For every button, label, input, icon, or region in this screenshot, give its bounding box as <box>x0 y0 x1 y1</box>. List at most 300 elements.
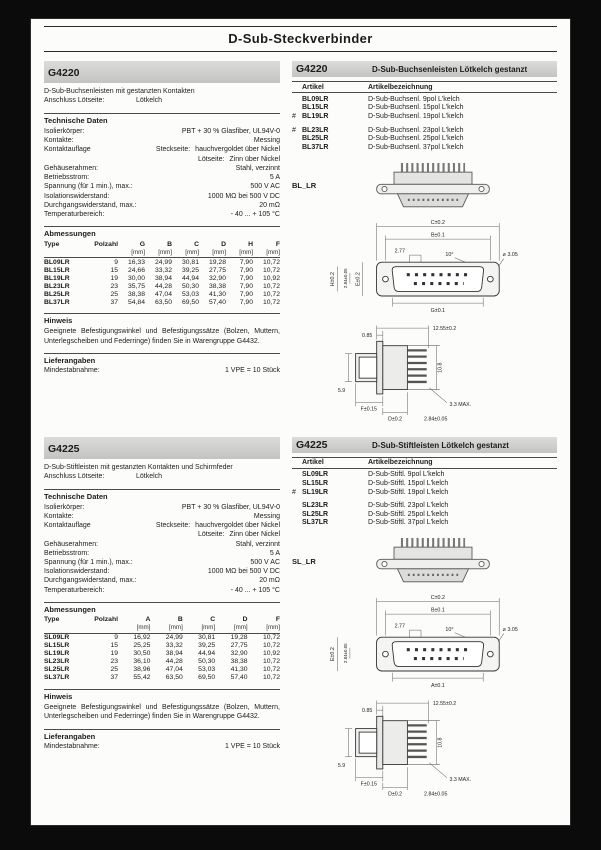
dims-unit: [mm] <box>136 624 151 632</box>
dims-unit: [mm] <box>185 248 199 256</box>
article-name: D-Sub-Buchsenl. 25pol L'kelch <box>368 135 464 143</box>
article-col2: Artikelbezeichnung <box>368 459 433 467</box>
tech-row <box>44 182 280 191</box>
article-name: D-Sub-Stiftl. 15pol L'kelch <box>368 480 449 488</box>
liefer-value: 1 VPE = 10 Stück <box>224 742 280 750</box>
tech-value: Stahl, verzinnt <box>235 164 280 172</box>
page-header <box>44 26 557 52</box>
g4225-liefer-row <box>44 743 280 750</box>
dim-label-284: 2.84±0.05 <box>424 791 448 798</box>
g4225-desc-line: D-Sub-Stiftleisten mit gestanzten Kontakten und Schirmfeder <box>44 463 233 471</box>
tech-row <box>44 155 280 164</box>
article-code: BL09LR <box>302 95 329 103</box>
dims-val: 55,42 <box>133 674 151 682</box>
g4220-liefer-heading: Lieferangaben <box>44 353 280 365</box>
tech-value: 5 A <box>269 174 280 182</box>
article-name: D-Sub-Stiftl. 37pol L'kelch <box>368 519 449 527</box>
g4220-hinweis-text: Geeignete Befestigungswinkel und Befestigungssätze (Bolzen, Muttern, Unterlegscheiben und Federringe) finden Sie in Warengruppe G4432. <box>44 328 280 345</box>
tech-row <box>44 512 280 521</box>
g4225-drawings <box>292 535 557 798</box>
dim-label-284: 2.84±0.05 <box>342 267 348 288</box>
dim-label-33max: 3.3 MAX. <box>449 777 472 784</box>
g4225-drawing-series-label: SL_LR <box>292 556 316 566</box>
article-mark-col <box>292 84 302 91</box>
dim-label-f: F±0.15 <box>360 782 377 789</box>
tech-label: Durchgangswiderstand, max.: <box>44 201 137 209</box>
dims-val: 10,92 <box>262 274 280 282</box>
tech-label: Isolationswiderstand: <box>44 568 110 576</box>
dim-label-284: 2.84±0.05 <box>424 416 448 423</box>
dims-unit <box>86 631 118 632</box>
dims-val: 30,50 <box>133 650 151 658</box>
dims-col-header: A <box>145 616 151 624</box>
dims-polzahl: 25 <box>110 666 118 674</box>
dims-unit <box>86 255 118 256</box>
g4220-title-bar <box>44 61 280 83</box>
g4220-right-title-bar <box>292 61 557 77</box>
dims-units-row <box>44 248 280 258</box>
article-name: D-Sub-Buchsenl. 19pol L'kelch <box>368 112 464 120</box>
dim-label-dia: ⌀ 3.05 <box>502 251 518 258</box>
dims-polzahl: 23 <box>110 658 118 666</box>
dims-val: 30,81 <box>198 634 216 642</box>
g4220-left-column <box>44 61 280 423</box>
front-dimension-drawing <box>325 216 525 318</box>
dim-label-h: H±0.2 <box>329 271 336 286</box>
dim-label-59: 5.9 <box>337 763 346 770</box>
tech-label: Kontakte: <box>44 512 74 520</box>
g4220-liefer-row <box>44 367 280 374</box>
g4220-desc-value: Lötkelch <box>136 97 163 105</box>
dims-val: 47,04 <box>154 290 172 298</box>
tech-value: Zinn über Nickel <box>229 155 280 163</box>
dims-val: 10,72 <box>262 290 280 298</box>
dims-val: 7,90 <box>239 266 253 274</box>
dims-val: 16,92 <box>133 634 151 642</box>
dims-type: SL25LR <box>44 666 70 674</box>
tech-row <box>44 210 280 219</box>
article-row <box>292 501 557 510</box>
dims-val: 10,72 <box>262 642 280 650</box>
article-row <box>292 95 557 104</box>
side-dimension-drawing <box>317 322 532 423</box>
tech-value: Messing <box>253 512 280 520</box>
dims-val: 7,90 <box>239 282 253 290</box>
dims-val: 41,30 <box>230 666 248 674</box>
dims-val: 27,75 <box>230 642 248 650</box>
dims-val: 32,90 <box>208 274 226 282</box>
dims-unit: [mm] <box>233 624 248 632</box>
tech-row <box>44 558 280 567</box>
liefer-label: Mindestabnahme: <box>44 742 100 750</box>
dims-val: 30,00 <box>127 274 145 282</box>
tech-value: PBT + 30 % Glasfiber, UL94V-0 <box>181 127 280 135</box>
article-code: BL19LR <box>302 112 329 120</box>
dims-val: 10,92 <box>262 650 280 658</box>
dims-col-header: D <box>221 240 226 248</box>
g4220-right-title: D-Sub-Buchsenleisten Lötkelch gestanzt <box>372 65 528 74</box>
g4220-drawings <box>292 160 557 423</box>
g4225-right-column <box>292 437 557 799</box>
g4220-dims-heading: Abmessungen <box>44 226 280 238</box>
dims-val: 33,32 <box>165 642 183 650</box>
dims-val: 7,90 <box>239 274 253 282</box>
dims-row <box>44 674 280 682</box>
tech-value: 20 mΩ <box>259 201 280 209</box>
dims-val: 38,96 <box>133 666 151 674</box>
tech-label: Gehäuserahmen: <box>44 164 99 172</box>
dims-row <box>44 258 280 266</box>
dims-body <box>44 258 280 306</box>
tech-value: 1000 MΩ bei 500 V DC <box>207 568 280 576</box>
dim-label-33max: 3.3 MAX. <box>449 402 472 409</box>
dims-val: 44,28 <box>154 282 172 290</box>
tech-label: Kontaktauflage <box>44 522 91 530</box>
article-name: D-Sub-Stiftl. 23pol L'kelch <box>368 502 449 510</box>
tech-row <box>44 586 280 595</box>
dims-type: BL37LR <box>44 298 70 306</box>
dims-val: 10,72 <box>262 266 280 274</box>
dims-val: 44,28 <box>165 658 183 666</box>
dims-col-header: Type <box>44 616 60 624</box>
article-code: BL23LR <box>302 126 329 134</box>
g4225-desc-label: Anschluss Lötseite: <box>44 473 105 481</box>
dims-type: BL23LR <box>44 282 70 290</box>
g4225-code: G4225 <box>48 442 80 455</box>
tech-value: hauchvergoldet über Nickel <box>195 146 280 154</box>
article-row <box>292 112 557 121</box>
tech-value: 5 A <box>269 549 280 557</box>
dim-label-dia: ⌀ 3.05 <box>502 627 518 634</box>
dims-unit: [mm] <box>131 248 145 256</box>
dims-type: SL23LR <box>44 658 70 666</box>
dims-val: 38,38 <box>127 290 145 298</box>
article-col1: Artikel <box>302 83 324 91</box>
dim-label-pitch: 2.77 <box>394 248 405 255</box>
dims-val: 7,90 <box>239 258 253 266</box>
dims-units-row <box>44 624 280 634</box>
dims-val: 10,72 <box>262 634 280 642</box>
dims-val: 16,33 <box>127 258 145 266</box>
dims-val: 38,94 <box>154 274 172 282</box>
article-mark <box>292 471 302 478</box>
dim-label-e: E±0.2 <box>329 647 336 662</box>
dims-polzahl: 37 <box>110 298 118 306</box>
dims-type: SL15LR <box>44 642 70 650</box>
tech-row <box>44 192 280 201</box>
g4225-dims-heading: Abmessungen <box>44 602 280 614</box>
g4220-tech-heading: Technische Daten <box>44 113 280 125</box>
tech-row <box>44 127 280 136</box>
dim-label-085: 0.85 <box>362 332 373 339</box>
dim-label-108: 10.8 <box>437 362 444 373</box>
article-mark <box>292 502 302 509</box>
dims-val: 7,90 <box>239 290 253 298</box>
article-col2: Artikelbezeichnung <box>368 83 433 91</box>
dims-val: 24,66 <box>127 266 145 274</box>
dim-label-e: E±0.2 <box>355 271 362 286</box>
tech-label: Temperaturbereich: <box>44 586 105 594</box>
tech-label: Spannung (für 1 min.), max.: <box>44 558 133 566</box>
liefer-label: Mindestabnahme: <box>44 367 100 375</box>
tech-sublabel: Lötseite: <box>197 155 225 163</box>
tech-row <box>44 530 280 539</box>
dims-col-header: Type <box>44 240 60 248</box>
dims-body <box>44 634 280 682</box>
tech-row <box>44 164 280 173</box>
dims-val: 39,25 <box>198 642 216 650</box>
tech-sublabel: Steckseite: <box>155 146 191 154</box>
dims-type: BL25LR <box>44 290 70 298</box>
g4220-desc-label: Anschluss Lötseite: <box>44 97 105 105</box>
dims-col-header: C <box>210 616 216 624</box>
dims-col-header: B <box>177 616 183 624</box>
dims-col-header: F <box>275 616 280 624</box>
tech-label: Kontakte: <box>44 137 74 145</box>
article-code: BL15LR <box>302 104 329 112</box>
dims-type: BL19LR <box>44 274 70 282</box>
section-g4220 <box>44 61 557 423</box>
g4220-article-table <box>292 81 557 152</box>
dims-polzahl: 23 <box>110 282 118 290</box>
article-body <box>292 95 557 152</box>
dims-unit <box>44 631 86 632</box>
tech-label: Isolierkörper: <box>44 127 85 135</box>
dims-col-header: B <box>167 240 172 248</box>
dims-polzahl: 9 <box>114 634 118 642</box>
dims-val: 19,28 <box>208 258 226 266</box>
tech-row <box>44 136 280 145</box>
dims-val: 50,30 <box>181 282 199 290</box>
dims-polzahl: 19 <box>110 274 118 282</box>
tech-label: Kontaktauflage <box>44 146 91 154</box>
g4225-description <box>44 463 280 482</box>
dim-label-59: 5.9 <box>337 387 346 394</box>
dim-label-b: B±0.1 <box>430 607 445 614</box>
article-code: SL37LR <box>302 519 329 527</box>
dims-unit: [mm] <box>266 248 280 256</box>
g4220-description <box>44 87 280 106</box>
dims-type: BL09LR <box>44 258 70 266</box>
dims-col-header: G <box>139 240 145 248</box>
dims-val: 54,84 <box>127 298 145 306</box>
dims-val: 19,28 <box>230 634 248 642</box>
tech-value: Stahl, verzinnt <box>235 540 280 548</box>
tech-label: Isolationswiderstand: <box>44 192 110 200</box>
article-mark <box>292 96 302 103</box>
article-mark <box>292 511 302 518</box>
dims-unit: [mm] <box>201 624 216 632</box>
dims-val: 24,99 <box>165 634 183 642</box>
dim-label-085: 0.85 <box>362 708 373 715</box>
dims-row <box>44 290 280 298</box>
article-code: SL19LR <box>302 488 329 496</box>
tech-value: Messing <box>253 137 280 145</box>
dims-polzahl: 9 <box>114 258 118 266</box>
dim-label-1255: 12.55±0.2 <box>432 325 457 332</box>
article-header-row <box>292 81 557 93</box>
article-code: BL37LR <box>302 143 329 151</box>
dims-unit: [mm] <box>158 248 172 256</box>
article-mark <box>292 519 302 526</box>
article-mark-col <box>292 459 302 466</box>
dims-col-header: F <box>275 240 280 248</box>
dim-label-1255: 12.55±0.2 <box>432 701 457 708</box>
tech-row <box>44 576 280 585</box>
article-name: D-Sub-Stiftl. 9pol L'kelch <box>368 471 445 479</box>
article-row <box>292 134 557 143</box>
dims-val: 44,94 <box>181 274 199 282</box>
g4220-right-column <box>292 61 557 423</box>
connector-pictorial-drawing <box>368 535 498 587</box>
article-mark: # <box>292 112 296 120</box>
tech-label: Durchgangswiderstand, max.: <box>44 577 137 585</box>
dims-row <box>44 634 280 642</box>
dims-val: 63,50 <box>154 298 172 306</box>
dims-unit: [mm] <box>266 624 280 632</box>
article-mark <box>292 135 302 142</box>
dims-col-header: C <box>194 240 199 248</box>
article-row <box>292 488 557 497</box>
tech-row <box>44 567 280 576</box>
g4225-left-column <box>44 437 280 799</box>
tech-value: PBT + 30 % Glasfiber, UL94V-0 <box>181 503 280 511</box>
tech-row <box>44 540 280 549</box>
article-body <box>292 471 557 528</box>
side-dimension-drawing <box>317 697 532 798</box>
page-title: D-Sub-Steckverbinder <box>228 31 373 46</box>
dims-val: 24,99 <box>154 258 172 266</box>
dims-val: 57,40 <box>208 298 226 306</box>
dims-col-header: Polzahl <box>94 616 118 624</box>
article-header-row <box>292 457 557 469</box>
dims-row <box>44 298 280 306</box>
dims-row <box>44 658 280 666</box>
article-mark: # <box>292 126 296 134</box>
dims-val: 27,75 <box>208 266 226 274</box>
front-dimension-drawing <box>325 591 525 693</box>
dim-label-108: 10.8 <box>437 737 444 749</box>
dims-val: 38,94 <box>165 650 183 658</box>
tech-row <box>44 173 280 182</box>
article-code: BL25LR <box>302 135 329 143</box>
dims-val: 38,38 <box>208 282 226 290</box>
article-col1: Artikel <box>302 459 324 467</box>
g4220-hinweis-heading: Hinweis <box>44 313 280 325</box>
dims-val: 10,72 <box>262 658 280 666</box>
g4220-code: G4220 <box>48 67 80 79</box>
dims-val: 35,75 <box>127 282 145 290</box>
article-row <box>292 126 557 135</box>
article-code: SL25LR <box>302 510 329 518</box>
article-name: D-Sub-Buchsenl. 15pol L'kelch <box>368 104 464 112</box>
dims-val: 63,50 <box>165 674 183 682</box>
tech-label: Temperaturbereich: <box>44 210 105 218</box>
connector-pictorial-drawing <box>368 160 498 212</box>
dims-polzahl: 15 <box>110 266 118 274</box>
tech-label: Isolierkörper: <box>44 503 85 511</box>
g4225-tech-heading: Technische Daten <box>44 489 280 501</box>
section-g4225 <box>44 437 557 799</box>
dim-label-pitch: 2.77 <box>394 623 405 630</box>
tech-value: 500 V AC <box>250 183 280 191</box>
dim-label-angle: 10° <box>444 251 453 258</box>
dims-unit: [mm] <box>212 248 226 256</box>
dims-val: 38,38 <box>230 658 248 666</box>
article-code: SL15LR <box>302 480 329 488</box>
dims-val: 41,30 <box>208 290 226 298</box>
tech-value: hauchvergoldet über Nickel <box>195 522 280 530</box>
tech-value: 20 mΩ <box>259 577 280 585</box>
g4225-dimensions-table <box>44 616 280 682</box>
article-mark <box>292 144 302 151</box>
g4220-dimensions-table <box>44 240 280 306</box>
article-name: D-Sub-Stiftl. 19pol L'kelch <box>368 488 449 496</box>
g4225-right-title: D-Sub-Stiftleisten Lötkelch gestanzt <box>372 440 509 450</box>
article-name: D-Sub-Buchsenl. 37pol L'kelch <box>368 143 464 151</box>
dims-val: 44,94 <box>198 650 216 658</box>
article-row <box>292 143 557 152</box>
dim-label-a: A±0.1 <box>430 683 445 690</box>
dims-col-header: Polzahl <box>94 240 118 248</box>
tech-row <box>44 549 280 558</box>
g4225-hinweis-heading: Hinweis <box>44 689 280 701</box>
dims-val: 7,90 <box>239 298 253 306</box>
dims-col-header: H <box>248 240 253 248</box>
dims-row <box>44 666 280 674</box>
article-row <box>292 510 557 519</box>
dims-val: 10,72 <box>262 258 280 266</box>
g4220-drawing-series-label: BL_LR <box>292 181 317 191</box>
dims-val: 50,30 <box>198 658 216 666</box>
article-code: SL23LR <box>302 502 329 510</box>
dims-unit: [mm] <box>239 248 253 256</box>
dim-label-d: D±0.2 <box>388 416 403 423</box>
dims-val: 30,81 <box>181 258 199 266</box>
tech-label: Betriebsstrom: <box>44 174 90 182</box>
catalog-page <box>30 18 571 826</box>
dims-type: BL15LR <box>44 266 70 274</box>
g4220-right-code: G4220 <box>296 63 328 75</box>
dim-label-d: D±0.2 <box>388 791 403 798</box>
tech-label: Gehäuserahmen: <box>44 540 99 548</box>
dims-polzahl: 37 <box>110 674 118 682</box>
article-name: D-Sub-Buchsenl. 23pol L'kelch <box>368 126 464 134</box>
dims-val: 69,50 <box>181 298 199 306</box>
tech-value: 1000 MΩ bei 500 V DC <box>207 192 280 200</box>
g4225-liefer-heading: Lieferangaben <box>44 729 280 741</box>
dims-val: 10,72 <box>262 298 280 306</box>
dims-header-row <box>44 616 280 624</box>
liefer-value: 1 VPE = 10 Stück <box>224 367 280 375</box>
dims-row <box>44 266 280 274</box>
dims-col-header: D <box>242 616 248 624</box>
article-row <box>292 519 557 528</box>
tech-value: Zinn über Nickel <box>229 531 280 539</box>
dims-val: 53,03 <box>181 290 199 298</box>
tech-sublabel: Steckseite: <box>155 522 191 530</box>
article-name: D-Sub-Buchsenl. 9pol L'kelch <box>368 95 460 103</box>
dims-unit: [mm] <box>169 624 183 632</box>
dim-label-angle: 10° <box>444 627 453 634</box>
tech-value: - 40 ... + 105 °C <box>230 210 280 218</box>
article-name: D-Sub-Stiftl. 25pol L'kelch <box>368 510 449 518</box>
dims-val: 10,72 <box>262 674 280 682</box>
article-code: SL09LR <box>302 471 329 479</box>
dim-label-c: C±0.2 <box>430 219 445 226</box>
dims-val: 69,50 <box>198 674 216 682</box>
dim-label-f: F±0.15 <box>360 406 377 413</box>
